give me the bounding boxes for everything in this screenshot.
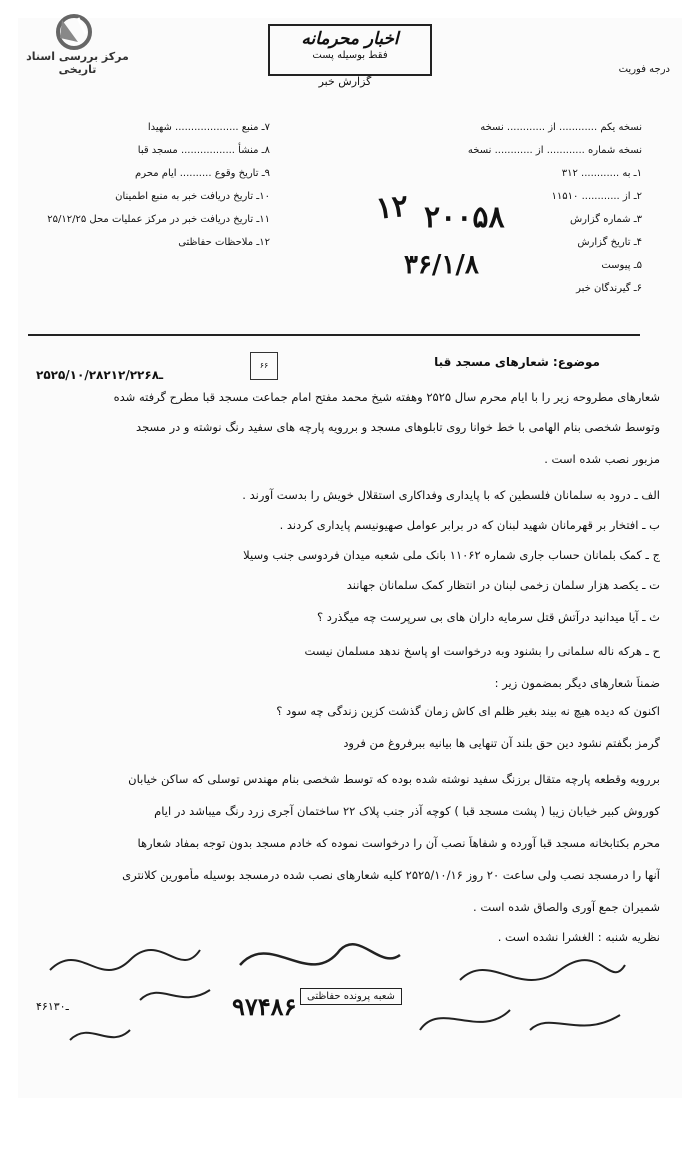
body-line: اکنون که دیده هیچ نه بیند بغیر ظلم ای کاش زمان گذشت کزین زندگی چه سود ؟ [276,704,660,718]
body-line: محرم بکتابخانه مسجد قبا آورده و شفاهاً نصب آن را درخواست نموده که خادم مسجد بدون توجه بمفاد شعارها [137,836,660,850]
body-line: ب ـ افتخار بر قهرمانان شهید لبنان که در برابر عوامل صهیونیسم پایداری کردند . [279,518,660,532]
body-line: ضمناً شعارهای دیگر بمضمون زیر : [494,676,660,690]
handwritten-report-prefix: ۱۲ [374,188,410,227]
header-field: ۹ـ تاریخ وقوع .......... ایام محرم [135,168,270,179]
body-line: ث ـ آیا میدانید درآتش قتل سرمایه داران های بی سرپرست چه میگذرد ؟ [317,610,660,624]
confidential-stamp [268,24,432,76]
body-line: شمیران جمع آوری والصاق شده است . [473,900,660,914]
stamp-subtitle: فقط بوسیله پست [312,50,388,61]
header-field: ۱۲ـ ملاحظات حفاظتی [178,237,270,248]
handwritten-report-date: ۳۶/۱/۸ [404,250,479,280]
archive-logo-icon [40,12,100,52]
body-line: نظریه شنبه : الغشرا نشده است . [497,930,660,944]
body-line: آنها را درمسجد نصب ولی ساعت ۲۰ روز ۲۵۲۵/۱۰/۱۶ کلیه شعارهای نصب شده درمسجد بوسیله مأمورین کلانتری [122,868,660,882]
body-line: مزبور نصب شده است . [544,452,660,466]
header-field: ۱۱ـ تاریخ دریافت خبر در مرکز عملیات محل ۲۵/۱۲/۲۵ [47,214,270,225]
subheading: گزارش خبر [318,75,372,88]
body-line: بررویه وقطعه پارچه متقال برزنگ سفید نوشته شده بوده که توسط شخصی بنام مهندس توسلی که ساکن خیابان [128,772,660,786]
body-line: کوروش کبیر خیابان زیبا ( پشت مسجد قبا ) کوچه آذر جنب پلاک ۲۲ ساختمان آجری زرد رنگ میباشد در ایام [154,804,660,818]
header-field: ۲ـ از ............ ۱۱۵۱۰ [551,191,642,202]
subject-line: موضوع: شعارهای مسجد قبا [434,355,600,369]
body-line: الف ـ درود به سلمانان فلسطین که با پایداری وفداکاری استقلال خویش را بدست آورند . [242,488,660,502]
header-field: ۵ـ پیوست [601,260,642,271]
stamp-title: اخبار محرمانه [301,29,399,49]
reference-number: ۲۵۲۵/۱۰/۲۸ـ۲۱۲/۲۲۶۸ [36,368,164,382]
body-line: ج ـ کمک بلمانان حساب جاری شماره ۱۱۰۶۲ بانک ملی شعبه میدان فردوسی جنب وسیلا [243,548,660,562]
body-line: وتوسط شخصی بنام الهامی با خط خوانا روی تابلوهای مسجد و بررویه پارچه های سفید رنگ نوشته و در مسجد [136,420,660,434]
header-field: ۶ـ گیرندگان خبر [576,283,642,294]
form-code: ۴۶ـ۱۳۰ [36,1000,69,1013]
header-field: ۱ـ به ............ ۳۱۲ [561,168,642,179]
header-field: ۴ـ تاریخ گزارش [577,237,642,248]
logo-caption: مرکز بررسی اسناد تاریخی [26,50,129,76]
section-divider [28,334,640,336]
handwritten-report-number: ۲۰۰۵۸ [424,200,505,235]
header-field: ۷ـ منبع .................... شهیدا [147,122,270,133]
header-field: ۳ـ شماره گزارش [569,214,642,225]
header-field: ۱۰ـ تاریخ دریافت خبر به منبع اطمینان [115,191,270,202]
body-line: ح ـ هرکه ناله سلمانی را بشنود وبه درخواست او پاسخ ندهد مسلمان نیست [304,644,660,658]
header-field: ۸ـ منشأ ................. مسجد قبا [137,145,270,156]
body-line: شعارهای مطروحه زیر را با ایام محرم سال ۲۵۲۵ وهفته شیخ محمد مفتح امام جماعت مسجد قبا مطرح گرفته شده [113,390,660,404]
header-field: نسخه یکم ............ از ............ نسخه [480,122,642,133]
body-line: ت ـ یکصد هزار سلمان زخمی لبنان در انتظار کمک سلمانان جهانند [346,578,660,592]
urgency-classification: درجه فوریت [618,64,670,75]
archive-stamp: شعبه پرونده حفاظتی [300,988,402,1005]
header-field: نسخه شماره ............ از ............ نسخه [467,145,642,156]
body-line: گرمز بگفتم نشود دین حق بلند آن تنهایی ها بیانیه ببرفروغ من فرود [343,736,660,750]
registry-stamp: ۶۶ [250,352,278,380]
archive-number: ۹۷۴۸۶ [232,992,297,1021]
